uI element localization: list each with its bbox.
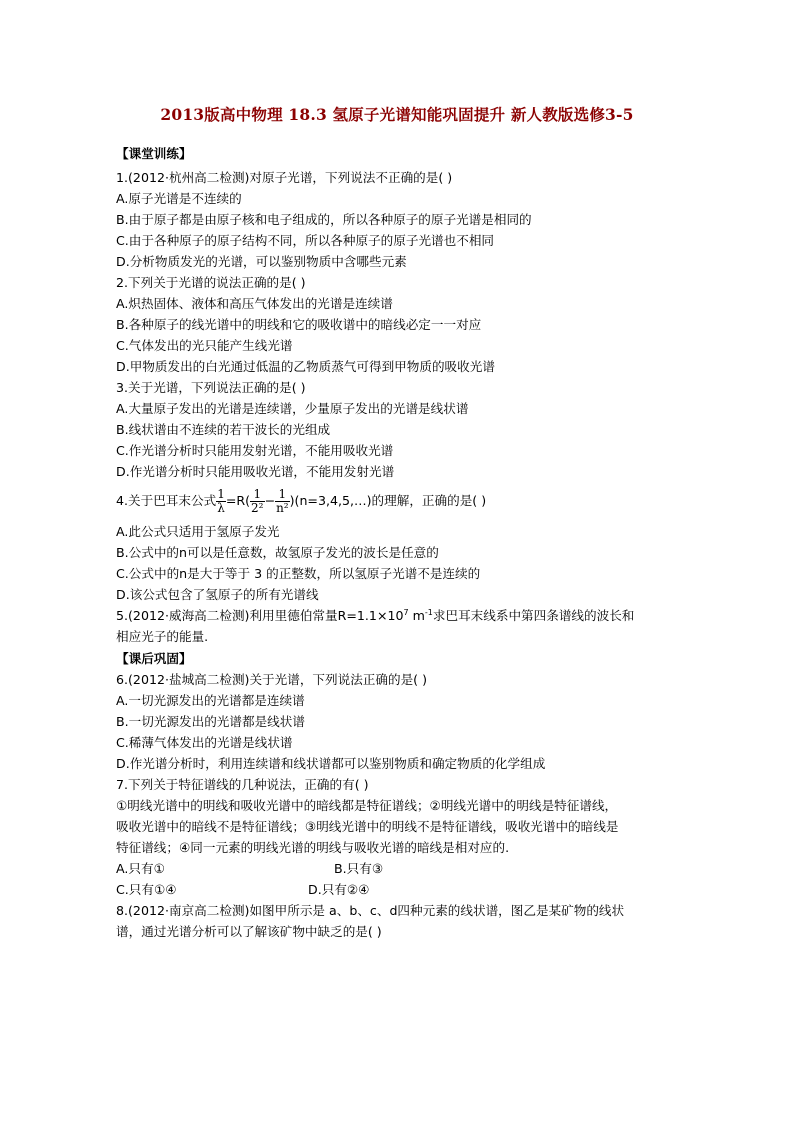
q5-exponent-2: -1 [424,607,433,617]
q8-line-1: 8.(2012·南京高二检测)如图甲所示是 a、b、c、d四种元素的线状谱，图乙是某矿物的线状 [116,903,625,918]
q3-option-a: A.大量原子发出的光谱是连续谱，少量原子发出的光谱是线状谱 [116,401,469,416]
q7-option-c: C.只有①④ [116,882,177,897]
q4-suffix: (n=3,4,5,…)的理解，正确的是( ) [294,493,487,508]
q1-option-b: B.由于原子都是由原子核和电子组成的，所以各种原子的原子光谱是相同的 [116,212,532,227]
q7-body-3: 特征谱线；④同一元素的明线光谱的明线与吸收光谱的暗线是相对应的. [116,840,510,855]
q4-prefix: 4.关于巴耳末公式 [116,493,217,508]
q3-option-d: D.作光谱分析时只能用吸收光谱，不能用发射光谱 [116,464,395,479]
q4-equals-r: =R( [225,493,251,508]
document-title: 2013版高中物理 18.3 氢原子光谱知能巩固提升 新人教版选修3-5 [160,105,634,124]
q7-stem: 7.下列关于特征谱线的几种说法，正确的有( ) [116,777,369,792]
q3-option-c: C.作光谱分析时只能用发射光谱，不能用吸收光谱 [116,443,394,458]
section-heading-after-class: 【课后巩固】 [116,651,192,666]
frac-numerator: 1 [250,488,264,502]
q3-stem: 3.关于光谱，下列说法正确的是( ) [116,380,306,395]
q1-option-d: D.分析物质发光的光谱，可以鉴别物质中含哪些元素 [116,254,407,269]
q2-option-c: C.气体发出的光只能产生线光谱 [116,338,293,353]
q2-stem: 2.下列关于光谱的说法正确的是( ) [116,275,306,290]
q2-option-a: A.炽热固体、液体和高压气体发出的光谱是连续谱 [116,296,393,311]
q5-text-b: m [408,608,425,623]
frac-numerator: 1 [217,487,225,501]
q4-option-b: B.公式中的n可以是任意数，故氢原子发光的波长是任意的 [116,545,439,560]
q4-option-d: D.该公式包含了氢原子的所有光谱线 [116,587,319,602]
q7-options-row-2 [116,881,370,899]
balmer-fraction-two-squared [250,488,264,515]
q5-text-a: 5.(2012·威海高二检测)利用里德伯常量R=1.1×10 [116,608,404,623]
q4-minus: − [264,493,276,508]
q7-options-row-1 [116,860,384,878]
q7-body-1: ①明线光谱中的明线和吸收光谱中的暗线都是特征谱线；②明线光谱中的明线是特征谱线， [116,798,618,813]
q6-option-a: A.一切光源发出的光谱都是连续谱 [116,693,305,708]
q4-close-paren: ) [289,493,295,508]
q7-option-a: A.只有① [116,861,165,876]
q1-stem: 1.(2012·杭州高二检测)对原子光谱，下列说法不正确的是( ) [116,170,453,185]
q1-option-c: C.由于各种原子的原子结构不同，所以各种原子的原子光谱也不相同 [116,233,495,248]
q6-option-d: D.作光谱分析时，利用连续谱和线状谱都可以鉴别物质和确定物质的化学组成 [116,756,546,771]
q5-line-1 [116,607,634,625]
frac-denominator: n² [276,501,289,515]
q6-option-b: B.一切光源发出的光谱都是线状谱 [116,714,305,729]
q8-line-2: 谱，通过光谱分析可以了解该矿物中缺乏的是( ) [116,924,382,939]
frac-denominator: 2² [251,501,264,515]
q4-option-c: C.公式中的n是大于等于 3 的正整数，所以氢原子光谱不是连续的 [116,566,481,581]
q6-option-c: C.稀薄气体发出的光谱是线状谱 [116,735,293,750]
q2-option-b: B.各种原子的线光谱中的明线和它的吸收谱中的暗线必定一一对应 [116,317,482,332]
frac-numerator: 1 [275,488,290,502]
balmer-fraction-n-squared [275,488,290,515]
q7-option-b: B.只有③ [334,861,384,876]
section-heading-classroom: 【课堂训练】 [116,146,192,161]
q2-option-d: D.甲物质发出的白光通过低温的乙物质蒸气可得到甲物质的吸收光谱 [116,359,495,374]
q5-text-c: 求巴耳末线系中第四条谱线的波长和 [432,608,635,623]
frac-denominator: λ [217,501,225,515]
q4-option-a: A.此公式只适用于氢原子发光 [116,524,280,539]
q6-stem: 6.(2012·盐城高二检测)关于光谱，下列说法正确的是( ) [116,672,428,687]
q7-option-d: D.只有②④ [308,882,370,897]
q1-option-a: A.原子光谱是不连续的 [116,191,242,206]
q5-exponent: 7 [403,607,409,617]
q7-body-2: 吸收光谱中的暗线不是特征谱线；③明线光谱中的明线不是特征谱线，吸收光谱中的暗线是 [116,819,619,834]
balmer-fraction-lambda [216,488,226,515]
q4-stem [116,483,486,519]
q5-line-2: 相应光子的能量. [116,629,209,644]
q3-option-b: B.线状谱由不连续的若干波长的光组成 [116,422,331,437]
